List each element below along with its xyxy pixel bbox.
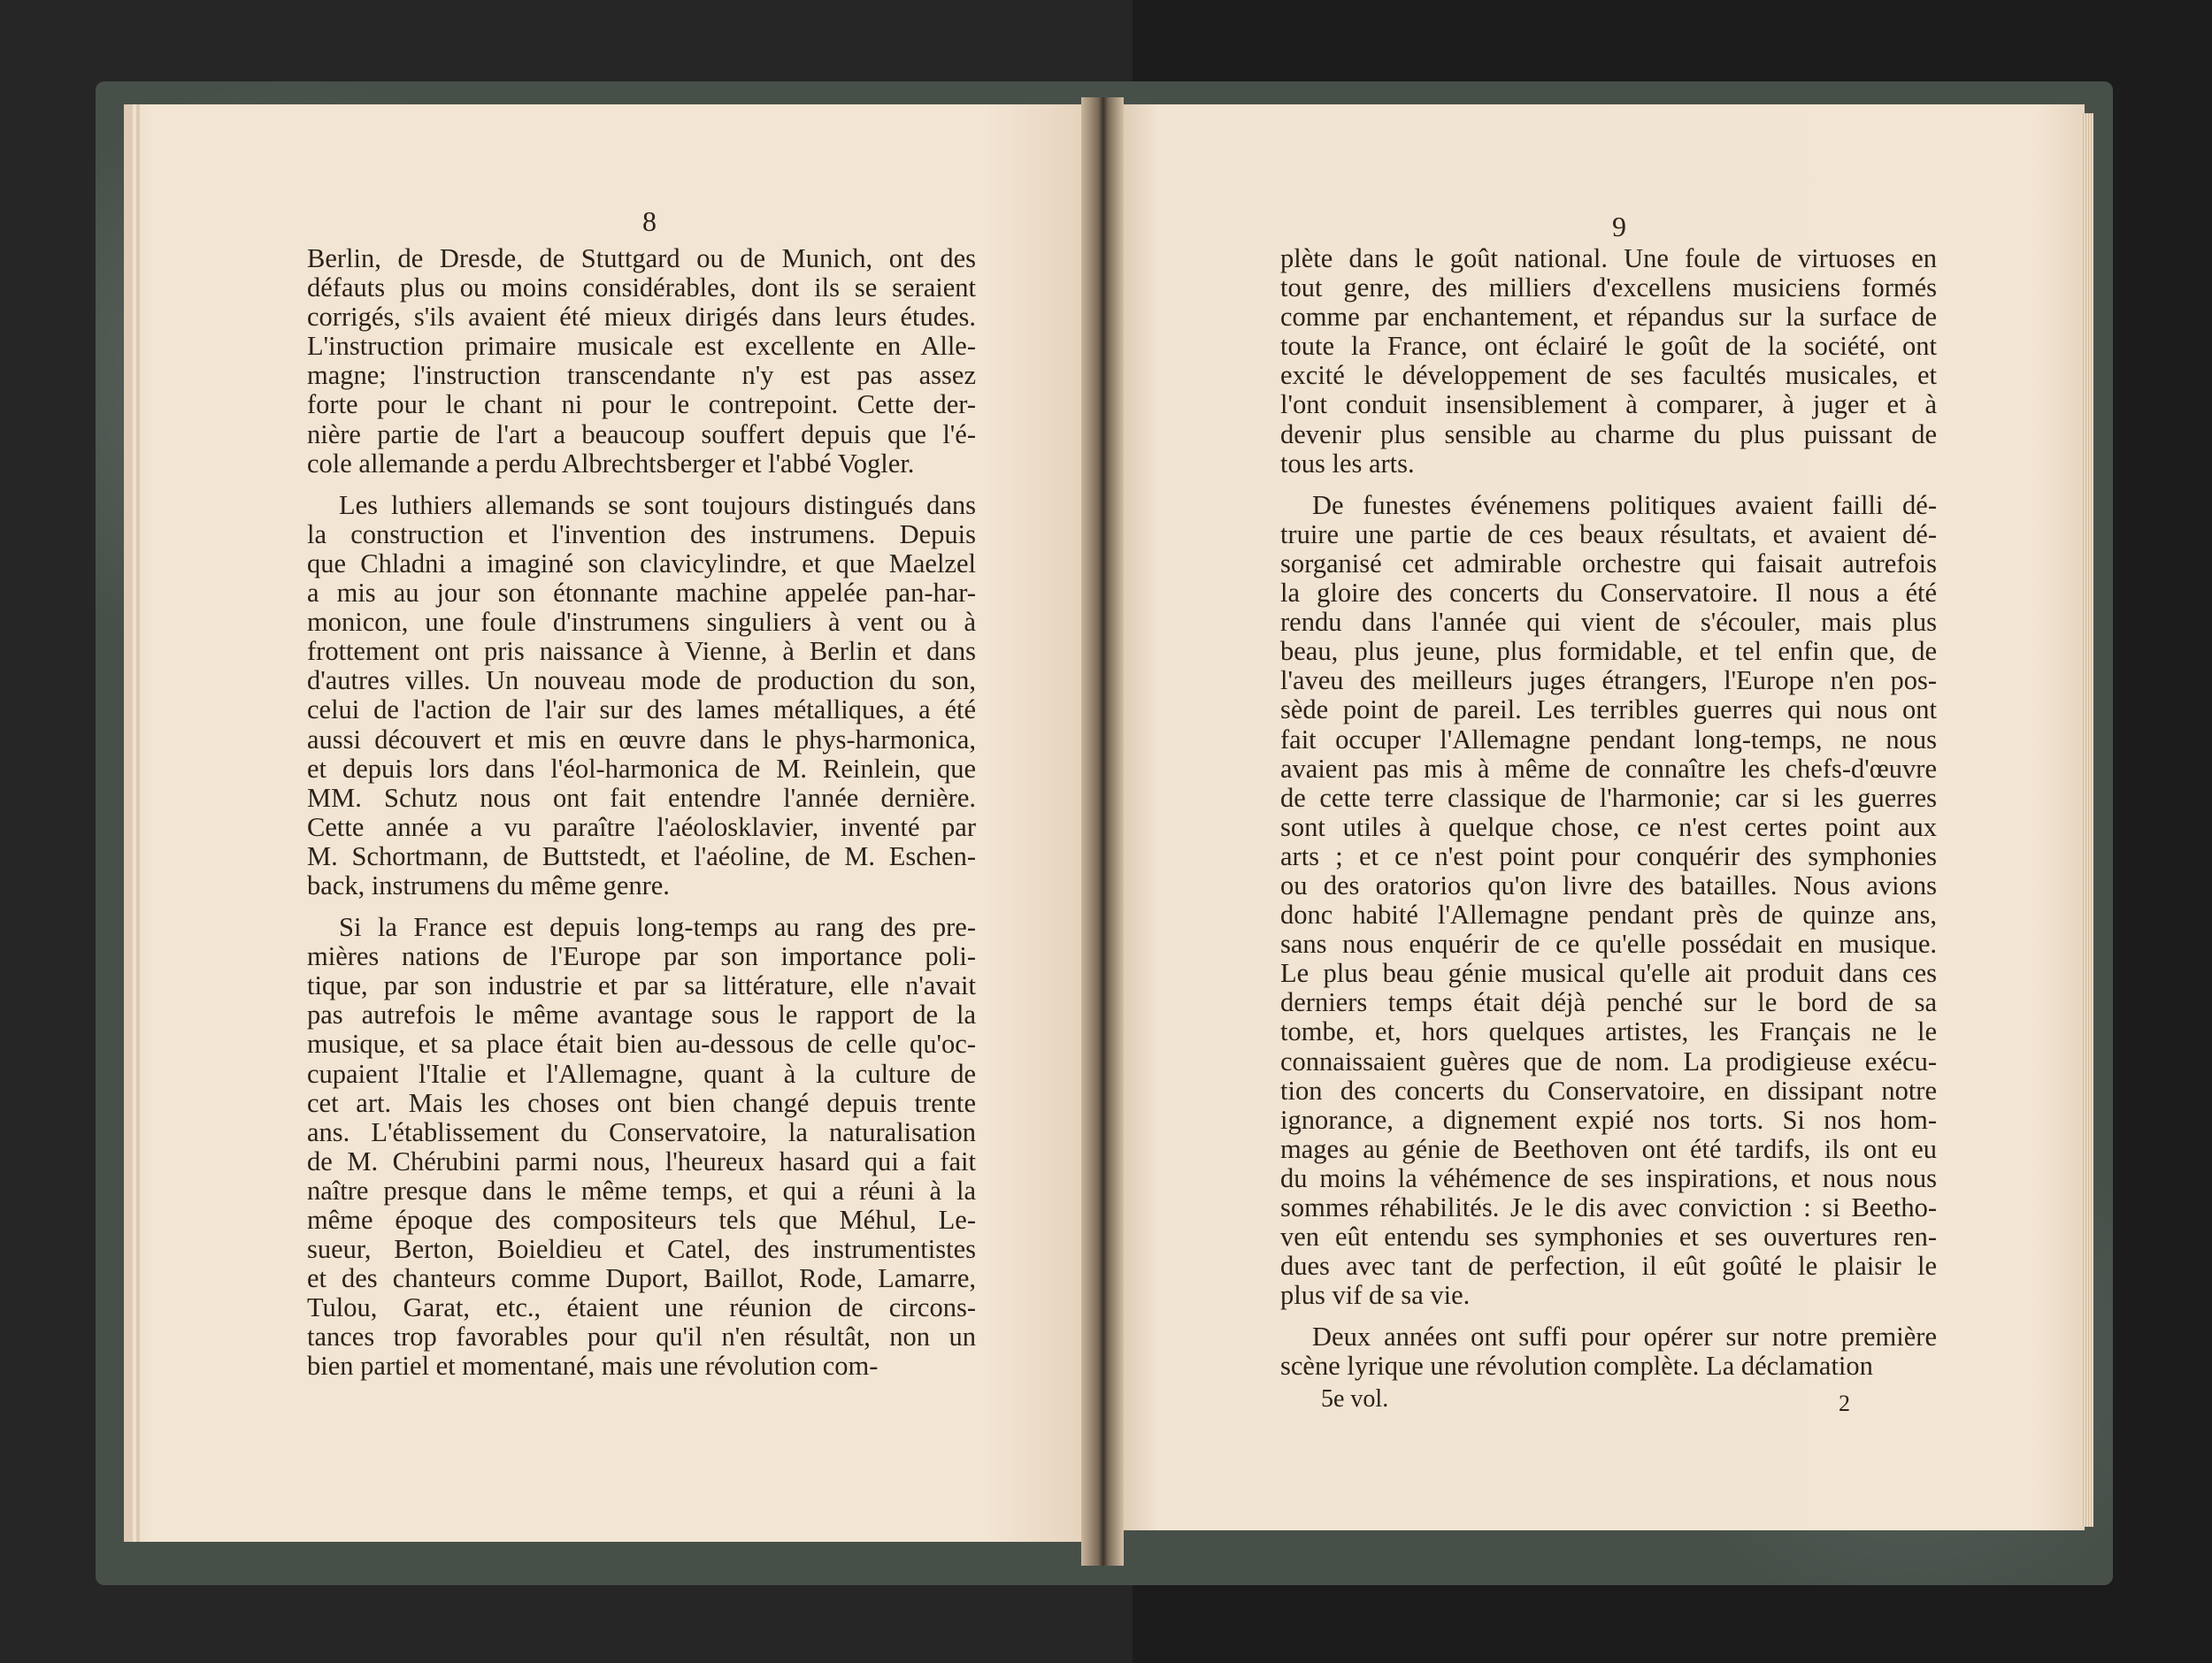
text-line: l'ont conduit insensiblement à comparer, à juger et à	[1280, 389, 1937, 420]
signature-mark: 2	[1839, 1391, 1850, 1416]
text-line: pas autrefois le même avantage sous le rapport de la	[307, 1000, 976, 1031]
text-line: la gloire des concerts du Conservatoire. Il nous a été	[1280, 578, 1937, 609]
text-line: sont utiles à quelque chose, ce n'est certes point aux	[1280, 811, 1937, 842]
text-line: même époque des compositeurs tels que Méhul, Le-	[307, 1205, 976, 1235]
paragraph	[1280, 491, 1937, 1311]
text-line: musique, et sa place était bien au-dessous de celle qu'oc-	[307, 1029, 976, 1060]
paragraph	[1280, 244, 1937, 479]
text-line: ans. L'établissement du Conservatoire, la naturalisation	[307, 1116, 976, 1147]
text-line: corrigés, s'ils avaient été mieux dirigés dans leurs études.	[307, 302, 976, 333]
text-line: cole allemande a perdu Albrechtsberger et l'abbé Vogler.	[307, 448, 915, 479]
text-line: Les luthiers allemands se sont toujours distingués dans	[339, 489, 976, 520]
paragraph	[1280, 1322, 1937, 1381]
page-number-right: 9	[1612, 211, 1626, 242]
text-line: fait occuper l'Allemagne pendant long-temps, ne nous	[1280, 724, 1937, 755]
text-line: L'instruction primaire musicale est excellente en Alle-	[307, 331, 976, 362]
left-page-text	[307, 244, 976, 1382]
text-line: truire une partie de ces beaux résultats, et avaient dé-	[1280, 518, 1937, 549]
text-line: donc habité l'Allemagne pendant près de quinze ans,	[1280, 900, 1937, 931]
text-line: cupaient l'Italie et l'Allemagne, quant à la culture de	[307, 1058, 976, 1089]
page-number-left: 8	[642, 205, 657, 237]
text-line: scène lyrique une révolution complète. La déclamation	[1280, 1351, 1873, 1382]
text-line: bien partiel et momentané, mais une révolution com-	[307, 1351, 879, 1382]
text-line: forte pour le chant ni pour le contrepoint. Cette der-	[307, 389, 976, 420]
text-line: tout genre, des milliers d'excellens musiciens formés	[1280, 272, 1937, 303]
text-line: que Chladni a imaginé son clavicylindre, et que Maelzel	[307, 548, 976, 579]
text-line: back, instrumens du même genre.	[307, 870, 670, 900]
text-line: celui de l'action de l'air sur des lames métalliques, a été	[307, 694, 976, 725]
text-line: sède point de pareil. Les terribles guerres qui nous ont	[1280, 694, 1937, 725]
paragraph	[307, 913, 976, 1382]
text-line: sorganisé cet admirable orchestre qui faisait autrefois	[1280, 548, 1937, 579]
text-line: naître presque dans le même temps, et qui a réuni à la	[307, 1175, 976, 1206]
text-line: sans nous enquérir de ce qu'elle possédait en musique.	[1280, 929, 1937, 960]
text-line: dues avec tant de perfection, il eût goûté le plaisir le	[1280, 1251, 1937, 1282]
right-page-text	[1280, 244, 1937, 1382]
text-line: tique, par son industrie et par sa littérature, elle n'avait	[307, 970, 976, 1001]
text-line: sueur, Berton, Boieldieu et Catel, des instrumentistes	[307, 1234, 976, 1265]
text-line: plus vif de sa vie.	[1280, 1280, 1471, 1311]
text-line: avaient pas mis à même de connaître les chefs-d'œuvre	[1280, 753, 1937, 784]
text-line: mages au génie de Beethoven ont été tardifs, ils ont eu	[1280, 1133, 1937, 1164]
text-line: nière partie de l'art a beaucoup souffert depuis que l'é-	[307, 418, 976, 449]
page-edges	[2081, 113, 2093, 1527]
text-line: frottement ont pris naissance à Vienne, à Berlin et dans	[307, 636, 976, 667]
text-line: mières nations de l'Europe par son importance poli-	[307, 941, 976, 972]
text-line: a mis au jour son étonnante machine appelée pan-har-	[307, 578, 976, 609]
text-line: défauts plus ou moins considérables, dont ils se seraient	[307, 272, 976, 303]
text-line: la construction et l'invention des instrumens. Depuis	[307, 518, 976, 549]
text-line: arts ; et ce n'est point pour conquérir des symphonies	[1280, 840, 1937, 871]
text-line: tombe, et, hors quelques artistes, les Français ne le	[1280, 1016, 1937, 1047]
text-line: derniers temps était déjà penché sur le bord de sa	[1280, 987, 1937, 1018]
text-line: de M. Chérubini parmi nous, l'heureux hasard qui a fait	[307, 1146, 976, 1176]
text-line: MM. Schutz nous ont fait entendre l'année dernière.	[307, 782, 976, 813]
text-line: Tulou, Garat, etc., étaient une réunion de circons-	[307, 1292, 976, 1323]
text-line: l'aveu des meilleurs juges étrangers, l'Europe n'en pos-	[1280, 665, 1937, 696]
text-line: comme par enchantement, et répandus sur la surface de	[1280, 302, 1937, 333]
text-line: ven eût entendu ses symphonies et ses ouvertures ren-	[1280, 1222, 1937, 1253]
text-line: du moins la véhémence de ses inspirations, et nous nous	[1280, 1162, 1937, 1193]
text-line: Cette année a vu paraître l'aéolosklavier, inventé par	[307, 811, 976, 842]
text-line: sommes réhabilités. Je le dis avec conviction : si Beetho-	[1280, 1192, 1937, 1222]
text-line: rendu dans l'année qui vient de s'écouler, mais plus	[1280, 607, 1937, 638]
text-line: et des chanteurs comme Duport, Baillot, Rode, Lamarre,	[307, 1263, 976, 1294]
text-line: connaissaient guères que de nom. La prodigieuse exécu-	[1280, 1046, 1937, 1077]
text-line: tous les arts.	[1280, 448, 1415, 479]
text-line: d'autres villes. Un nouveau mode de production du son,	[307, 665, 976, 696]
text-line: ou des oratorios qu'on livre des batailles. Nous avions	[1280, 870, 1937, 900]
text-line: plète dans le goût national. Une foule de virtuoses en	[1280, 243, 1937, 273]
text-line: de cette terre classique de l'harmonie; car si les guerres	[1280, 782, 1937, 813]
text-line: tances trop favorables pour qu'il n'en résultât, non un	[307, 1322, 976, 1353]
text-line: aussi découvert et mis en œuvre dans le phys-harmonica,	[307, 724, 976, 755]
text-line: monicon, une foule d'instrumens singuliers à vent ou à	[307, 607, 976, 638]
text-line: De funestes événemens politiques avaient failli dé-	[1312, 489, 1937, 520]
book-gutter	[1081, 97, 1124, 1566]
paragraph	[307, 244, 976, 479]
text-line: tion des concerts du Conservatoire, en dissipant notre	[1280, 1075, 1937, 1106]
text-line: excité le développement de ses facultés musicales, et	[1280, 360, 1937, 391]
text-line: ignorance, a dignement expié nos torts. Si nos hom-	[1280, 1104, 1937, 1135]
text-line: Berlin, de Dresde, de Stuttgard ou de Munich, ont des	[307, 243, 976, 273]
text-line: M. Schortmann, de Buttstedt, et l'aéoline, de M. Eschen-	[307, 840, 976, 871]
text-line: et depuis lors dans l'éol-harmonica de M. Reinlein, que	[307, 753, 976, 784]
text-line: toute la France, ont éclairé le goût de la société, ont	[1280, 331, 1937, 362]
volume-footer: 5e vol.	[1321, 1385, 1389, 1413]
text-line: Deux années ont suffi pour opérer sur notre première	[1312, 1322, 1937, 1353]
text-line: Le plus beau génie musical qu'elle ait produit dans ces	[1280, 958, 1937, 989]
paragraph	[307, 491, 976, 900]
text-line: devenir plus sensible au charme du plus puissant de	[1280, 418, 1937, 449]
text-line: Si la France est depuis long-temps au rang des pre-	[339, 912, 976, 943]
text-line: magne; l'instruction transcendante n'y est pas assez	[307, 360, 976, 391]
text-line: beau, plus jeune, plus formidable, et tel enfin que, de	[1280, 636, 1937, 667]
text-line: cet art. Mais les choses ont bien changé depuis trente	[307, 1087, 976, 1118]
